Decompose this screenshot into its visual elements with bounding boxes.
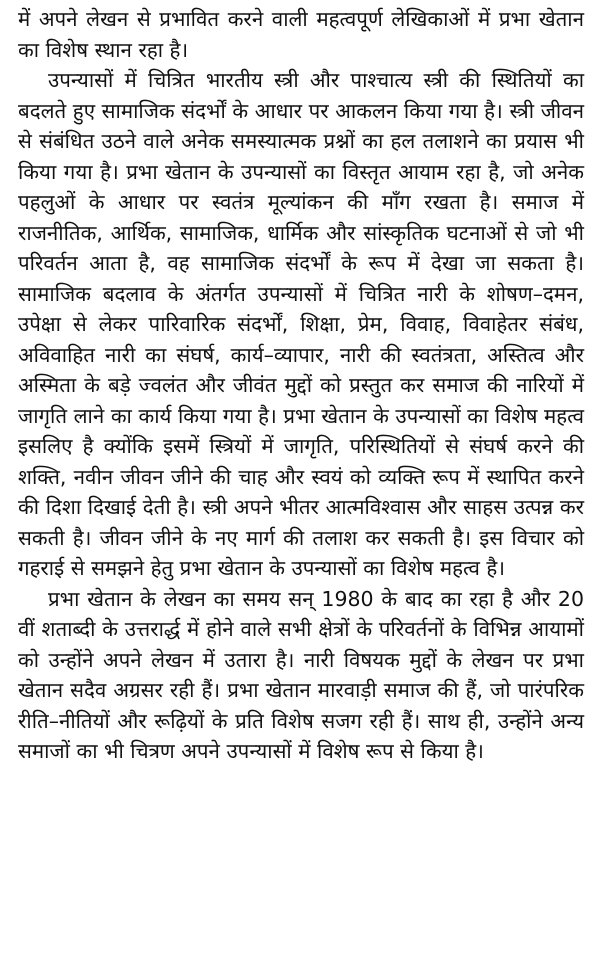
- paragraph-continuation: में अपने लेखन से प्रभावित करने वाली महत्वपूर्ण लेखिकाओं में प्रभा खेतान का विशेष स्थान रहा है।: [18, 7, 584, 62]
- document-page: [18, 4, 584, 767]
- paragraph-novels-context: उपन्यासों में चित्रित भारतीय स्त्री और पाश्चात्य स्त्री की स्थितियों का बदलते हुए सामाजिक संदर्भों के आधार पर आकलन किया गया है। स्त्री जीवन से संबंधित उठने वाले अनेक समस्यात्मक प्रश्नों का हल तलाशने का प्रयास भी किया गया है। प्रभा खेतान के उपन्यासों का विस्तृत आयाम रहा है, जो अनेक पहलुओं के आधार पर स्वतंत्र मूल्यांकन की माँग रखता है। समाज में राजनीतिक, आर्थिक, सामाजिक, धार्मिक और सांस्कृतिक घटनाओं से जो भी परिवर्तन आता है, वह सामाजिक संदर्भों के रूप में देखा जा सकता है। सामाजिक बदलाव के अंतर्गत उपन्यासों में चित्रित नारी के शोषण–दमन, उपेक्षा से लेकर पारिवारिक संदर्भों, शिक्षा, प्रेम, विवाह, विवाहेतर संबंध, अविवाहित नारी का संघर्ष, कार्य–व्यापार, नारी की स्वतंत्रता, अस्तित्व और अस्मिता के बड़े ज्वलंत और जीवंत मुद्दों को प्रस्तुत कर समाज की नारियों में जागृति लाने का कार्य किया गया है। प्रभा खेतान के उपन्यासों का विशेष महत्व इसलिए है क्योंकि इसमें स्त्रियों में जागृति, परिस्थितियों से संघर्ष करने की शक्ति, नवीन जीवन जीने की चाह और स्वयं को व्यक्ति रूप में स्थापित करने की दिशा दिखाई देती है। स्त्री अपने भीतर आत्मविश्वास और साहस उत्पन्न कर सकती है। जीवन जीने के नए मार्ग की तलाश कर सकती है। इस विचार को गहराई से समझने हेतु प्रभा खेतान के उपन्यासों का विशेष महत्व है।: [18, 68, 584, 580]
- paragraph-writing-period: प्रभा खेतान के लेखन का समय सन् 1980 के बाद का रहा है और 20 वीं शताब्दी के उत्तरार्द्ध में होने वाले सभी क्षेत्रों के परिवर्तनों के विभिन्न आयामों को उन्होंने अपने लेखन में उतारा है। नारी विषयक मुद्दों के लेखन पर प्रभा खेतान सदैव अग्रसर रही हैं। प्रभा खेतान मारवाड़ी समाज की हैं, जो पारंपरिक रीति–नीतियों और रूढ़ियों के प्रति विशेष सजग रही हैं। साथ ही, उन्होंने अन्य समाजों का भी चित्रण अपने उपन्यासों में विशेष रूप से किया है।: [18, 586, 584, 763]
